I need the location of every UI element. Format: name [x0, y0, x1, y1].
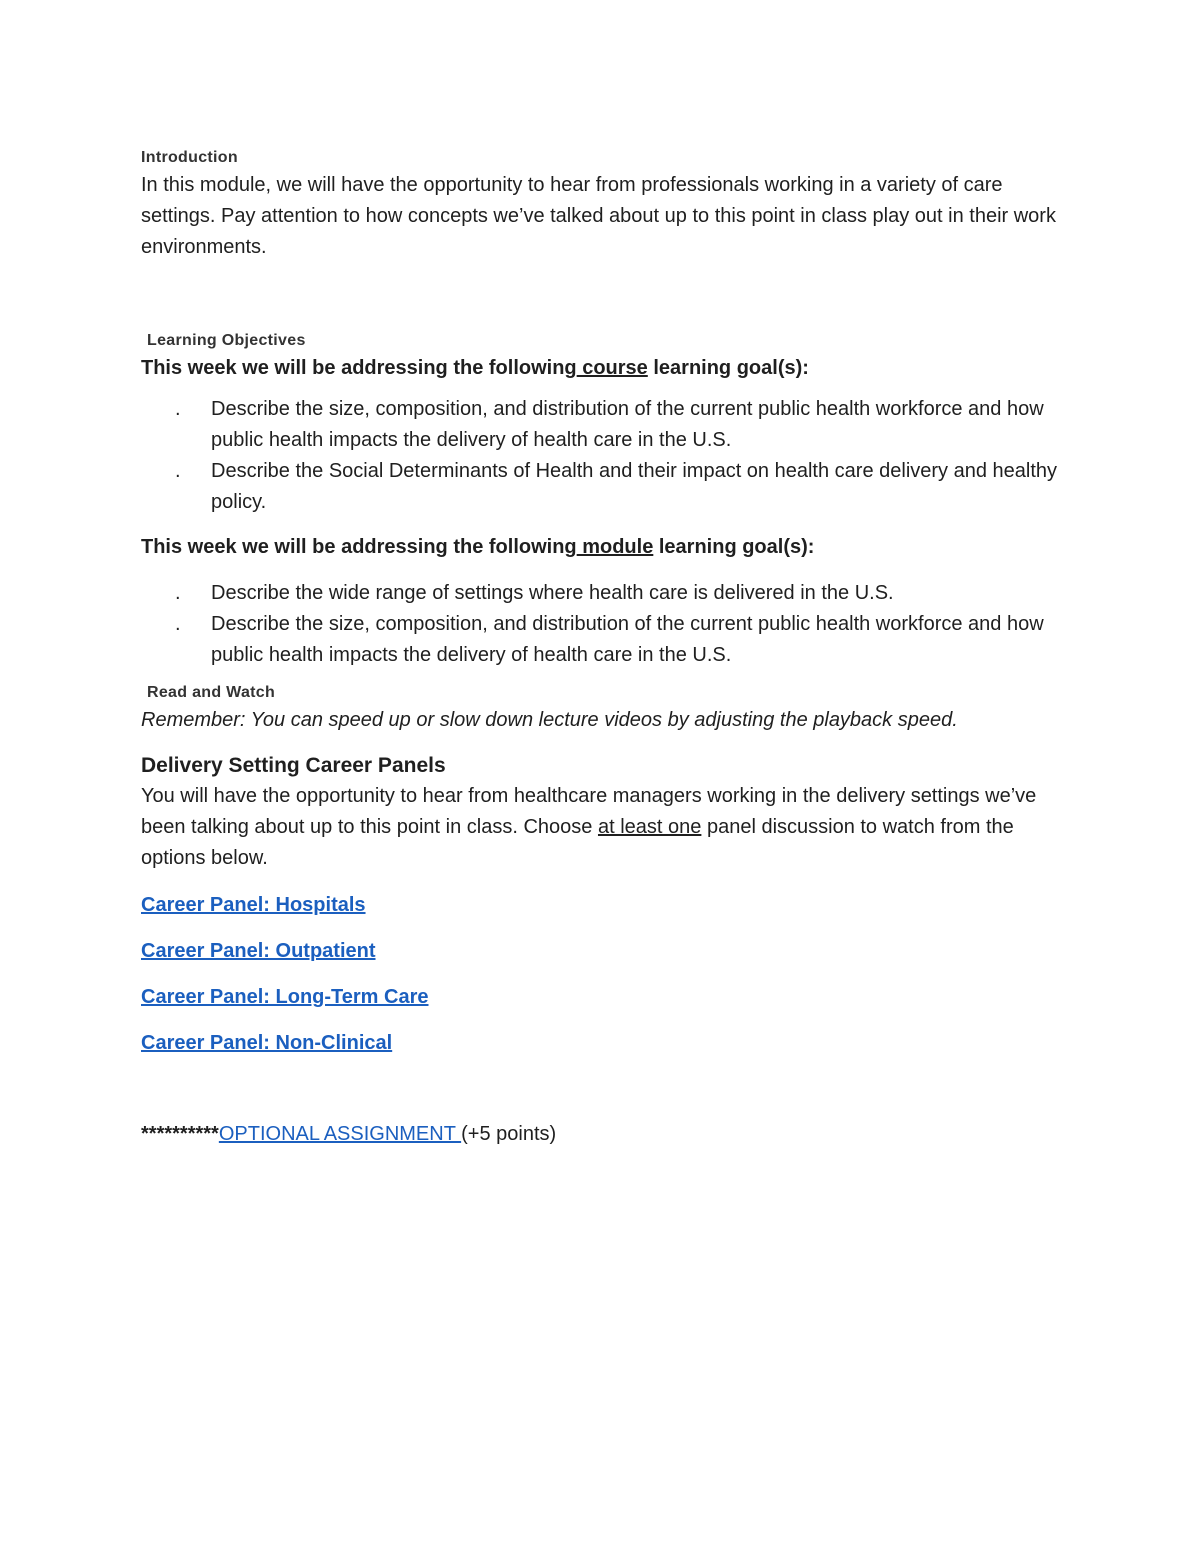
link-career-panel-hospitals[interactable]: Career Panel: Hospitals [141, 894, 366, 916]
link-career-panel-outpatient[interactable]: Career Panel: Outpatient [141, 940, 376, 962]
course-goals-prefix: This week we will be addressing the following [141, 357, 577, 379]
module-goals-list [141, 578, 1081, 671]
link-career-panel-non-clinical[interactable]: Career Panel: Non-Clinical [141, 1032, 393, 1054]
course-goal-text: Describe the Social Determinants of Health and their impact on health care delivery and healthy policy. [211, 460, 1058, 513]
optional-points: (+5 points) [461, 1123, 557, 1145]
module-word: module [576, 536, 654, 558]
career-panels-text-before: You will have the opportunity to hear from healthcare managers working in the delivery settings we’ve been talking about up to this point in class. Choose [141, 785, 1037, 838]
optional-stars: ********** [141, 1123, 219, 1145]
list-item [141, 456, 1081, 518]
module-goals-intro [141, 532, 1081, 563]
introduction-heading: Introduction [141, 149, 238, 166]
bullet: . [175, 398, 181, 420]
module-goals-prefix: This week we will be addressing the following [141, 536, 577, 558]
list-item [141, 609, 1081, 671]
course-word: course [576, 357, 648, 379]
module-goal-text: Describe the size, composition, and distribution of the current public health workforce and how public health impacts the delivery of health care in the U.S. [211, 613, 1044, 666]
list-item [141, 394, 1081, 456]
read-watch-note: Remember: You can speed up or slow down lecture videos by adjusting the playback speed. [141, 709, 958, 731]
course-goals-intro [141, 353, 1081, 384]
introduction-text: In this module, we will have the opportunity to hear from professionals working in a variety of care settings. Pay attention to how concepts we’ve talked about up to this point in class play out in their work environments. [141, 174, 1056, 258]
course-goals-suffix: learning goal(s): [647, 357, 809, 379]
career-panels-emphasis: at least one [597, 816, 702, 838]
list-item [141, 578, 1081, 609]
bullet: . [175, 613, 181, 635]
career-panels-text [141, 781, 1056, 874]
career-panel-links [141, 890, 1081, 1059]
document-content [141, 146, 1081, 1150]
module-goals-suffix: learning goal(s): [653, 536, 815, 558]
course-goals-list [141, 394, 1081, 518]
learning-objectives-heading: Learning Objectives [147, 332, 306, 349]
module-goal-text: Describe the wide range of settings where health care is delivered in the U.S. [211, 582, 894, 604]
career-panels-text-after: panel discussion to watch from the options below. [141, 816, 1014, 869]
bullet: . [175, 460, 181, 482]
course-goal-text: Describe the size, composition, and distribution of the current public health workforce and how public health impacts the delivery of health care in the U.S. [211, 398, 1044, 451]
career-panels-title: Delivery Setting Career Panels [141, 754, 446, 777]
optional-assignment-line [141, 1119, 1081, 1150]
bullet: . [175, 582, 181, 604]
link-optional-assignment[interactable]: OPTIONAL ASSIGNMENT [218, 1123, 462, 1145]
read-watch-heading: Read and Watch [147, 684, 276, 701]
link-career-panel-long-term-care[interactable]: Career Panel: Long-Term Care [141, 986, 429, 1008]
